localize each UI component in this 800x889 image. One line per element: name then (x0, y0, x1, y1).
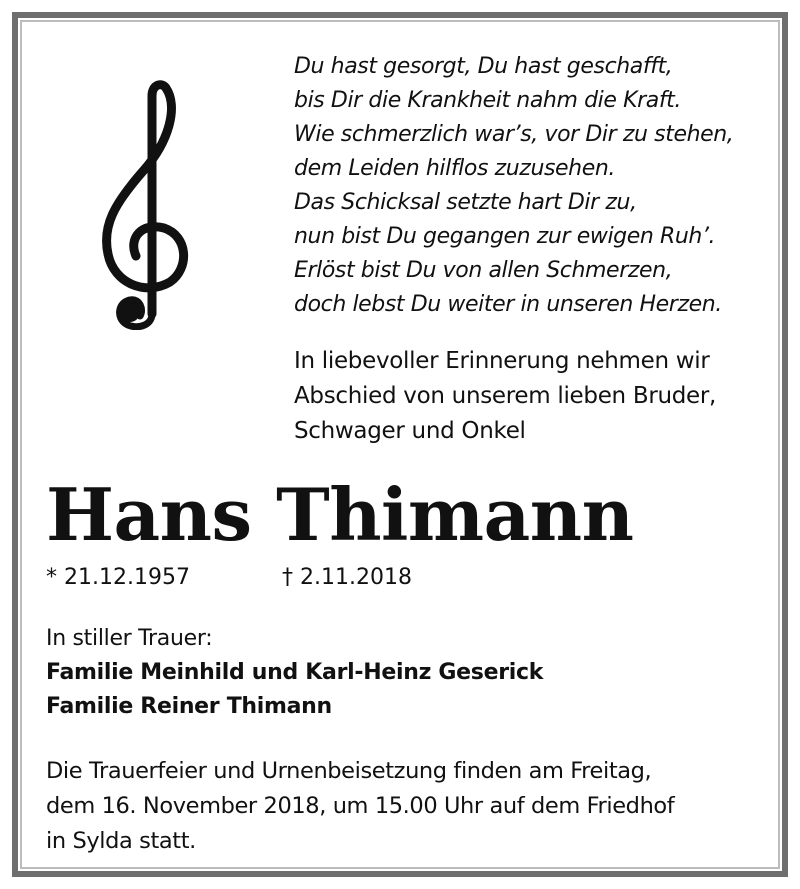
mourner-family: Familie Reiner Thimann (46, 694, 332, 719)
intro-line: Schwager und Onkel (294, 418, 526, 444)
poem-line: Erlöst bist Du von allen Schmerzen, (294, 258, 673, 283)
service-line: Die Trauerfeier und Urnenbeisetzung finden am Freitag, (46, 758, 652, 784)
deceased-name: Hans Thimann (46, 472, 634, 557)
death-date: † 2.11.2018 (282, 565, 412, 590)
intro-line: In liebevoller Erinnerung nehmen wir (294, 348, 710, 374)
mourner-family: Familie Meinhild und Karl-Heinz Geserick (46, 660, 544, 685)
life-dates (46, 562, 412, 594)
poem-line: Wie schmerzlich war’s, vor Dir zu stehen, (294, 122, 734, 147)
intro-line: Abschied von unserem lieben Bruder, (294, 383, 717, 409)
poem-line: Das Schicksal setzte hart Dir zu, (294, 190, 637, 215)
service-line: dem 16. November 2018, um 15.00 Uhr auf dem Friedhof (46, 793, 675, 819)
poem-verse (294, 50, 774, 322)
poem-line: nun bist Du gegangen zur ewigen Ruh’. (294, 224, 716, 249)
mourning-heading: In stiller Trauer: (46, 626, 213, 651)
mourners-block (46, 622, 543, 724)
poem-line: bis Dir die Krankheit nahm die Kraft. (294, 88, 681, 113)
poem-line: dem Leiden hilflos zuzusehen. (294, 156, 615, 181)
farewell-intro (294, 344, 774, 449)
poem-line: Du hast gesorgt, Du hast geschafft, (294, 54, 673, 79)
funeral-service-notice (46, 754, 674, 859)
poem-line: doch lebst Du weiter in unseren Herzen. (294, 292, 722, 317)
birth-date: * 21.12.1957 (46, 565, 190, 590)
service-line: in Sylda statt. (46, 828, 196, 854)
treble-clef-icon (100, 78, 192, 330)
